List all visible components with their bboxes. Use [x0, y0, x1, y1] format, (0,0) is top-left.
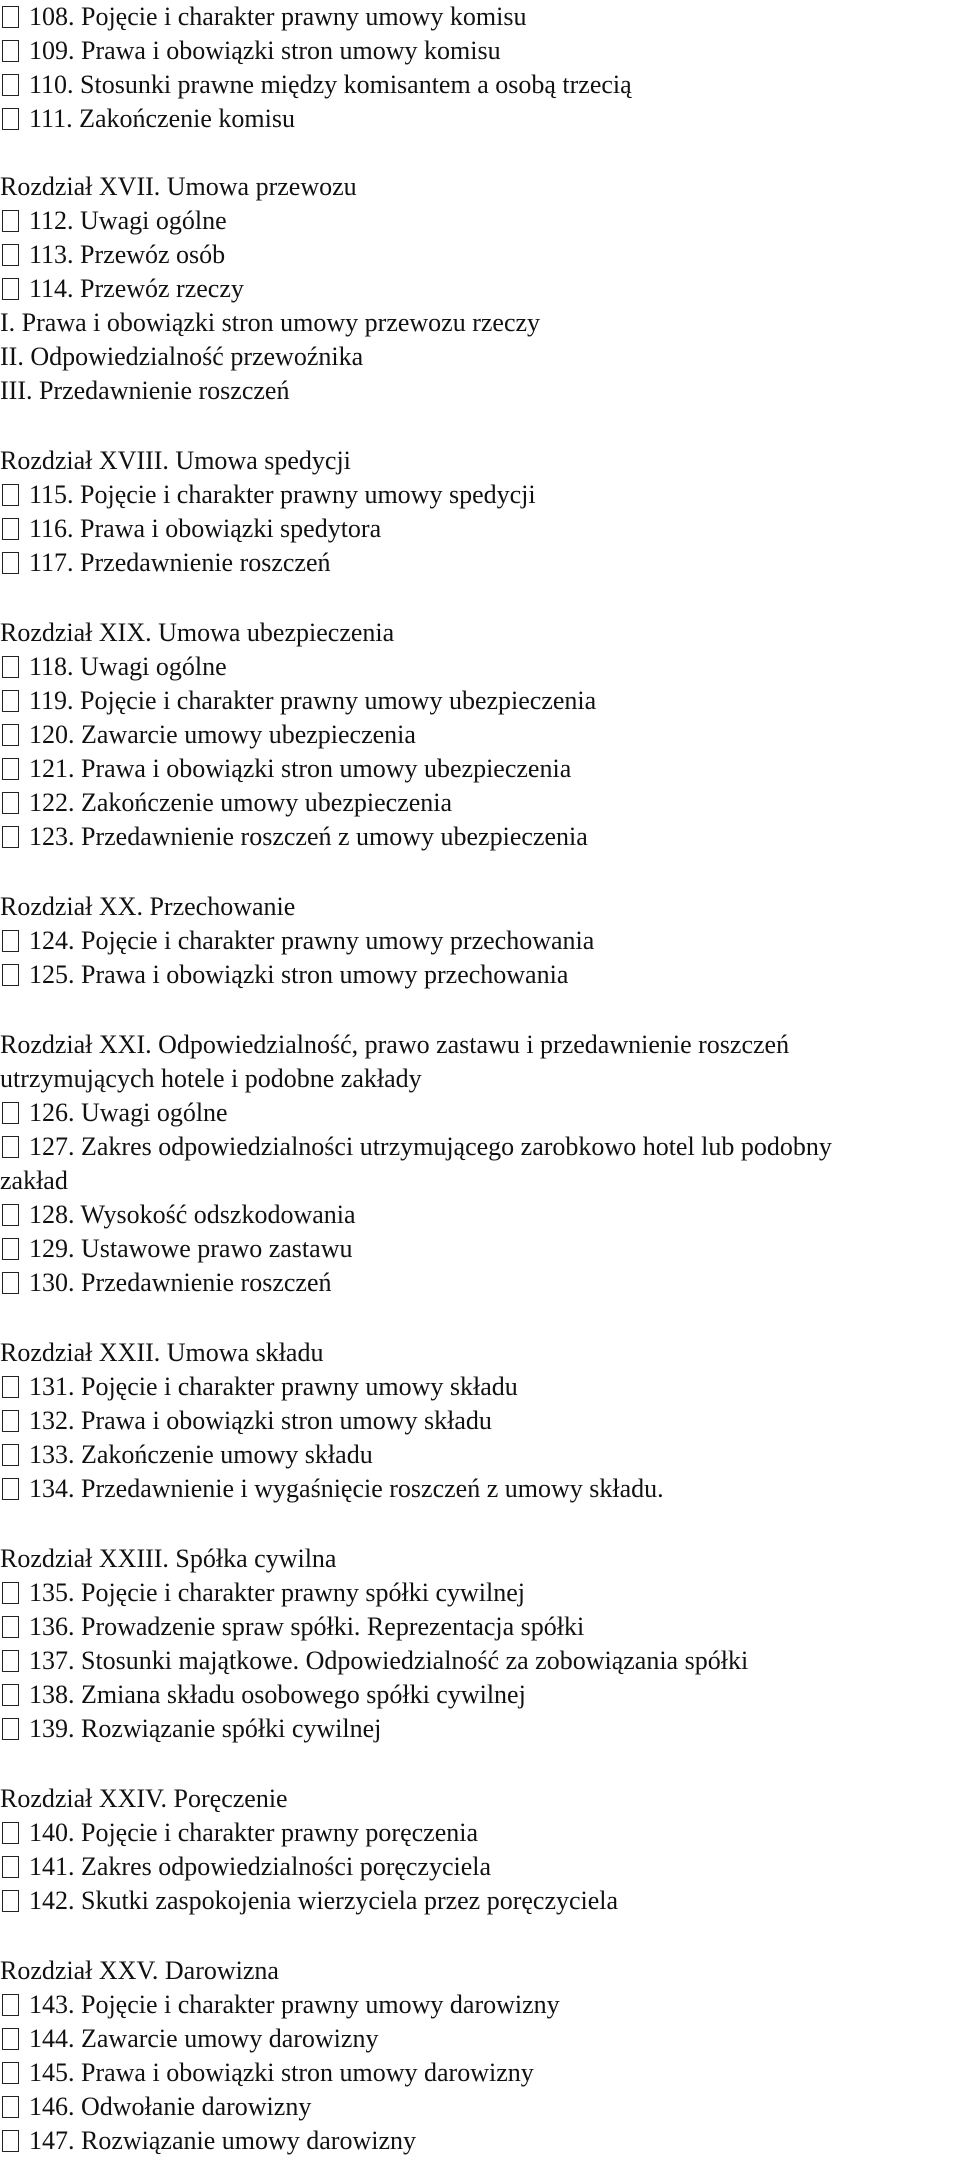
toc-item[interactable]: 143. Pojęcie i charakter prawny umowy darowizny: [0, 1988, 560, 2022]
bullet-icon: [2, 1410, 19, 1432]
bullet-icon: [2, 2028, 19, 2050]
bullet-icon: [2, 278, 19, 300]
bullet-icon: [2, 210, 19, 232]
bullet-icon: [2, 964, 19, 986]
chapter-heading: Rozdział XVIII. Umowa spedycji: [0, 446, 351, 475]
toc-item[interactable]: 108. Pojęcie i charakter prawny umowy komisu: [0, 0, 527, 34]
bullet-icon: [2, 6, 19, 28]
toc-item[interactable]: 145. Prawa i obowiązki stron umowy darowizny: [0, 2056, 534, 2090]
toc-item[interactable]: 129. Ustawowe prawo zastawu: [0, 1232, 352, 1266]
toc-item[interactable]: 121. Prawa i obowiązki stron umowy ubezpieczenia: [0, 752, 571, 786]
bullet-icon: [2, 1238, 19, 1260]
bullet-icon: [2, 2096, 19, 2118]
toc-item[interactable]: 147. Rozwiązanie umowy darowizny: [0, 2124, 416, 2158]
bullet-icon: [2, 2130, 19, 2152]
bullet-icon: [2, 758, 19, 780]
chapter-heading: Rozdział XIX. Umowa ubezpieczenia: [0, 618, 395, 647]
bullet-icon: [2, 792, 19, 814]
toc-item[interactable]: 131. Pojęcie i charakter prawny umowy składu: [0, 1370, 518, 1404]
bullet-icon: [2, 1684, 19, 1706]
bullet-icon: [2, 2062, 19, 2084]
chapter-heading-continuation: utrzymujących hotele i podobne zakłady: [0, 1064, 422, 1093]
toc-subitem[interactable]: III. Przedawnienie roszczeń: [0, 376, 290, 405]
toc-item[interactable]: 109. Prawa i obowiązki stron umowy komisu: [0, 34, 501, 68]
toc-item[interactable]: 146. Odwołanie darowizny: [0, 2090, 311, 2124]
bullet-icon: [2, 1856, 19, 1878]
toc-item[interactable]: 124. Pojęcie i charakter prawny umowy przechowania: [0, 924, 594, 958]
bullet-icon: [2, 40, 19, 62]
bullet-icon: [2, 1204, 19, 1226]
bullet-icon: [2, 1650, 19, 1672]
toc-item[interactable]: 135. Pojęcie i charakter prawny spółki cywilnej: [0, 1576, 525, 1610]
bullet-icon: [2, 826, 19, 848]
toc-item[interactable]: 138. Zmiana składu osobowego spółki cywilnej: [0, 1678, 526, 1712]
toc-item[interactable]: 142. Skutki zaspokojenia wierzyciela przez poręczyciela: [0, 1884, 618, 1918]
toc-subitem[interactable]: II. Odpowiedzialność przewoźnika: [0, 342, 364, 371]
bullet-icon: [2, 518, 19, 540]
bullet-icon: [2, 1136, 19, 1158]
toc-item[interactable]: 133. Zakończenie umowy składu: [0, 1438, 373, 1472]
chapter-heading: Rozdział XXIII. Spółka cywilna: [0, 1544, 337, 1573]
toc-item[interactable]: 140. Pojęcie i charakter prawny poręczenia: [0, 1816, 478, 1850]
toc-item[interactable]: 125. Prawa i obowiązki stron umowy przechowania: [0, 958, 568, 992]
toc-item[interactable]: 130. Przedawnienie roszczeń: [0, 1266, 331, 1300]
toc-item[interactable]: 144. Zawarcie umowy darowizny: [0, 2022, 378, 2056]
bullet-icon: [2, 1616, 19, 1638]
bullet-icon: [2, 244, 19, 266]
bullet-icon: [2, 1376, 19, 1398]
toc-item[interactable]: 112. Uwagi ogólne: [0, 204, 227, 238]
toc-item[interactable]: 139. Rozwiązanie spółki cywilnej: [0, 1712, 381, 1746]
toc-item[interactable]: 141. Zakres odpowiedzialności poręczyciela: [0, 1850, 491, 1884]
toc-item[interactable]: 127. Zakres odpowiedzialności utrzymującego zarobkowo hotel lub podobny: [0, 1130, 832, 1164]
chapter-heading: Rozdział XXV. Darowizna: [0, 1956, 279, 1985]
bullet-icon: [2, 1994, 19, 2016]
bullet-icon: [2, 1444, 19, 1466]
bullet-icon: [2, 1272, 19, 1294]
toc-item[interactable]: 114. Przewóz rzeczy: [0, 272, 244, 306]
toc-item[interactable]: 111. Zakończenie komisu: [0, 102, 295, 136]
bullet-icon: [2, 724, 19, 746]
toc-item[interactable]: 116. Prawa i obowiązki spedytora: [0, 512, 381, 546]
bullet-icon: [2, 1478, 19, 1500]
toc-item-continuation: zakład: [0, 1166, 68, 1195]
toc-item[interactable]: 137. Stosunki majątkowe. Odpowiedzialność za zobowiązania spółki: [0, 1644, 748, 1678]
toc-item[interactable]: 128. Wysokość odszkodowania: [0, 1198, 356, 1232]
bullet-icon: [2, 1890, 19, 1912]
toc-item[interactable]: 123. Przedawnienie roszczeń z umowy ubezpieczenia: [0, 820, 588, 854]
bullet-icon: [2, 74, 19, 96]
toc-item[interactable]: 119. Pojęcie i charakter prawny umowy ubezpieczenia: [0, 684, 596, 718]
toc-item[interactable]: 117. Przedawnienie roszczeń: [0, 546, 331, 580]
toc-item[interactable]: 113. Przewóz osób: [0, 238, 225, 272]
chapter-heading: Rozdział XXIV. Poręczenie: [0, 1784, 288, 1813]
toc-item[interactable]: 122. Zakończenie umowy ubezpieczenia: [0, 786, 452, 820]
chapter-heading: Rozdział XXI. Odpowiedzialność, prawo zastawu i przedawnienie roszczeń: [0, 1030, 790, 1059]
toc-item[interactable]: 120. Zawarcie umowy ubezpieczenia: [0, 718, 416, 752]
chapter-heading: Rozdział XVII. Umowa przewozu: [0, 172, 357, 201]
bullet-icon: [2, 690, 19, 712]
toc-item[interactable]: 134. Przedawnienie i wygaśnięcie roszczeń z umowy składu.: [0, 1472, 664, 1506]
bullet-icon: [2, 656, 19, 678]
bullet-icon: [2, 930, 19, 952]
bullet-icon: [2, 1582, 19, 1604]
toc-item[interactable]: 115. Pojęcie i charakter prawny umowy spedycji: [0, 478, 536, 512]
bullet-icon: [2, 1718, 19, 1740]
toc-item[interactable]: 136. Prowadzenie spraw spółki. Reprezentacja spółki: [0, 1610, 584, 1644]
bullet-icon: [2, 552, 19, 574]
chapter-heading: Rozdział XX. Przechowanie: [0, 892, 296, 921]
toc-item[interactable]: 118. Uwagi ogólne: [0, 650, 227, 684]
toc-item[interactable]: 132. Prawa i obowiązki stron umowy składu: [0, 1404, 492, 1438]
bullet-icon: [2, 1102, 19, 1124]
chapter-heading: Rozdział XXII. Umowa składu: [0, 1338, 324, 1367]
toc-item[interactable]: 126. Uwagi ogólne: [0, 1096, 228, 1130]
bullet-icon: [2, 484, 19, 506]
toc-subitem[interactable]: I. Prawa i obowiązki stron umowy przewozu rzeczy: [0, 308, 541, 337]
toc-item[interactable]: 110. Stosunki prawne między komisantem a osobą trzecią: [0, 68, 632, 102]
bullet-icon: [2, 108, 19, 130]
bullet-icon: [2, 1822, 19, 1844]
